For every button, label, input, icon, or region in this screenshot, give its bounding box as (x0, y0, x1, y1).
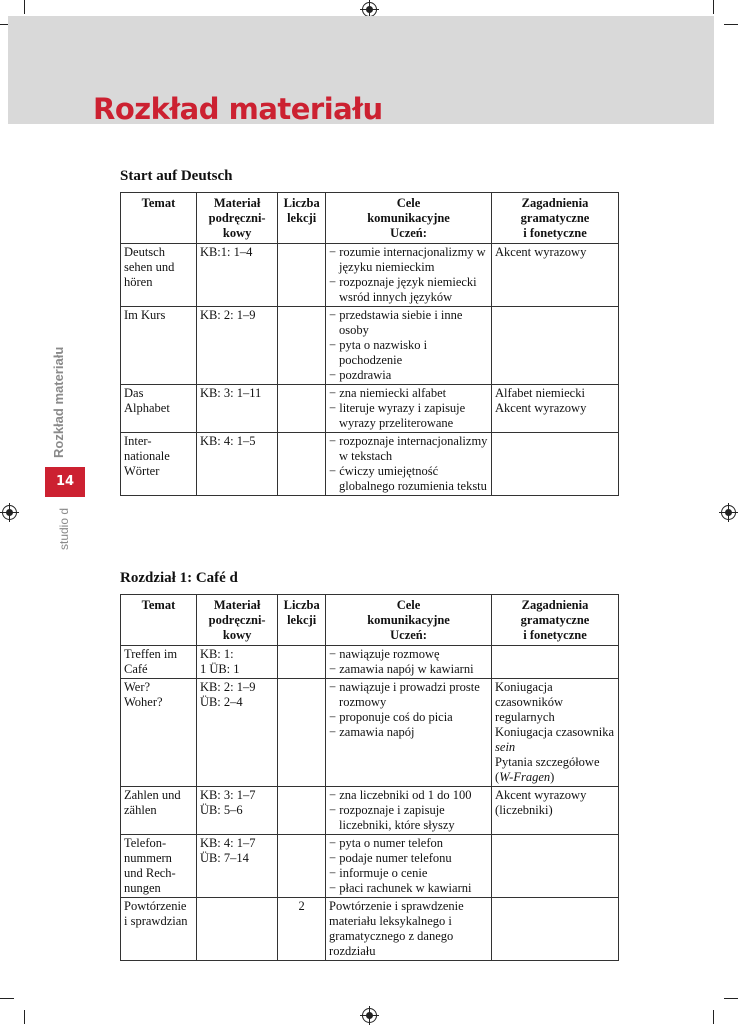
cell-grammar: Alfabet niemiecki Akcent wyrazowy (492, 385, 619, 433)
cell-lessons (278, 787, 326, 835)
crop-mark (0, 998, 14, 999)
cell-material: KB: 1: 1 ÜB: 1 (196, 646, 277, 679)
cell-goals: Powtórzenie i sprawdzenie materiału leksykalnego i gramatycznego z danego rozdziału (326, 898, 492, 961)
cell-goals (326, 787, 492, 835)
goal-item: − pozdrawia (329, 368, 488, 383)
cell-goals (326, 646, 492, 679)
cell-topic: Das Alphabet (121, 385, 197, 433)
cell-topic: Treffen im Café (121, 646, 197, 679)
cell-lessons (278, 307, 326, 385)
cell-material: KB: 3: 1–7 ÜB: 5–6 (196, 787, 277, 835)
cell-grammar (492, 679, 619, 787)
table-header-row (121, 595, 619, 646)
crop-mark (713, 0, 714, 14)
goal-item: − rozumie internacjonalizmy w języku niemieckim (329, 245, 488, 275)
cell-lessons: 2 (278, 898, 326, 961)
registration-mark-icon (721, 505, 736, 520)
cell-material: KB: 3: 1–11 (196, 385, 277, 433)
crop-mark (724, 998, 738, 999)
registration-mark-icon (2, 505, 17, 520)
cell-material: KB: 4: 1–5 (196, 433, 277, 496)
cell-goals (326, 835, 492, 898)
table-row (121, 385, 619, 433)
goal-item: − rozpoznaje język niemiecki wsród innych języków (329, 275, 488, 305)
crop-mark (24, 1010, 25, 1024)
goal-item: − zna liczebniki od 1 do 100 (329, 788, 488, 803)
cell-grammar: Akcent wyrazowy (492, 244, 619, 307)
registration-mark-icon (362, 2, 377, 17)
cell-material: KB:1: 1–4 (196, 244, 277, 307)
cell-material (196, 898, 277, 961)
page-title: Rozkład materiału (93, 92, 383, 126)
grammar-text: Koniugacja czasownika (495, 725, 615, 739)
table-row (121, 433, 619, 496)
cell-grammar (492, 433, 619, 496)
header-grammar: Zagadnienia gramatyczne i fonetyczne (492, 193, 619, 244)
cell-goals (326, 679, 492, 787)
cell-grammar (492, 646, 619, 679)
cell-goals (326, 244, 492, 307)
registration-mark-icon (362, 1008, 377, 1023)
cell-grammar (492, 307, 619, 385)
cell-goals (326, 385, 492, 433)
header-material: Materiał podręczni- kowy (196, 595, 277, 646)
header-material: Materiał podręczni- kowy (196, 193, 277, 244)
cell-goals (326, 307, 492, 385)
side-section-title: Rozkład materiału (51, 346, 66, 458)
goal-item: − płaci rachunek w kawiarni (329, 881, 488, 896)
grammar-item (495, 725, 615, 755)
cell-lessons (278, 835, 326, 898)
section-heading: Start auf Deutsch (120, 168, 233, 184)
cell-goals (326, 433, 492, 496)
cell-topic: Inter- nationale Wörter (121, 433, 197, 496)
table-row (121, 307, 619, 385)
grammar-term: W-Fragen (499, 770, 551, 784)
page-number: 14 (45, 467, 85, 497)
cell-topic: Zahlen und zählen (121, 787, 197, 835)
crop-mark (713, 1010, 714, 1024)
goal-item: − zamawia napój w kawiarni (329, 662, 488, 677)
cell-lessons (278, 244, 326, 307)
brand-label: studio d (57, 507, 71, 550)
goal-item: − rozpoznaje internacjonalizmy w tekstach (329, 434, 488, 464)
goal-item: − pyta o nazwisko i pochodzenie (329, 338, 488, 368)
cell-topic: Im Kurs (121, 307, 197, 385)
grammar-term: sein (495, 740, 516, 754)
goal-item: − nawiązuje rozmowę (329, 647, 488, 662)
header-topic: Temat (121, 595, 197, 646)
grammar-item: Koniugacja czasowników regularnych (495, 680, 564, 724)
lesson-plan-table (120, 192, 619, 496)
grammar-item: Pytania szczegółowe (495, 755, 600, 769)
table-row (121, 835, 619, 898)
cell-material: KB: 4: 1–7 ÜB: 7–14 (196, 835, 277, 898)
cell-lessons (278, 646, 326, 679)
table-header-row (121, 193, 619, 244)
section-heading: Rozdział 1: Café d (120, 570, 238, 586)
crop-mark (724, 24, 738, 25)
table-row (121, 679, 619, 787)
goal-item: − przedstawia siebie i inne osoby (329, 308, 488, 338)
goal-item: − ćwiczy umiejętność globalnego rozumienia tekstu (329, 464, 488, 494)
goal-item: − podaje numer telefonu (329, 851, 488, 866)
cell-topic: Powtórzenie i sprawdzian (121, 898, 197, 961)
lesson-plan-table (120, 594, 619, 961)
header-goals: Cele komunikacyjne Uczeń: (326, 193, 492, 244)
header-lessons: Liczba lekcji (278, 595, 326, 646)
cell-lessons (278, 433, 326, 496)
grammar-item: (W-Fragen) (495, 770, 555, 784)
table-row (121, 244, 619, 307)
goal-item: − literuje wyrazy i zapisuje wyrazy przeliterowane (329, 401, 488, 431)
cell-material: KB: 2: 1–9 (196, 307, 277, 385)
table-row (121, 898, 619, 961)
goal-item: − zamawia napój (329, 725, 488, 740)
cell-lessons (278, 385, 326, 433)
cell-lessons (278, 679, 326, 787)
header-topic: Temat (121, 193, 197, 244)
cell-grammar (492, 898, 619, 961)
goal-item: − nawiązuje i prowadzi proste rozmowy (329, 680, 488, 710)
goal-item: − rozpoznaje i zapisuje liczebniki, które słyszy (329, 803, 488, 833)
cell-grammar (492, 835, 619, 898)
cell-topic: Wer? Woher? (121, 679, 197, 787)
goal-item: − pyta o numer telefon (329, 836, 488, 851)
table-row (121, 787, 619, 835)
goal-item: − proponuje coś do picia (329, 710, 488, 725)
goal-item: − informuje o cenie (329, 866, 488, 881)
table-row (121, 646, 619, 679)
header-lessons: Liczba lekcji (278, 193, 326, 244)
header-grammar: Zagadnienia gramatyczne i fonetyczne (492, 595, 619, 646)
cell-topic: Telefon- nummern und Rech- nungen (121, 835, 197, 898)
header-goals: Cele komunikacyjne Uczeń: (326, 595, 492, 646)
cell-grammar: Akcent wyrazowy (liczebniki) (492, 787, 619, 835)
cell-material: KB: 2: 1–9 ÜB: 2–4 (196, 679, 277, 787)
goal-item: − zna niemiecki alfabet (329, 386, 488, 401)
cell-topic: Deutsch sehen und hören (121, 244, 197, 307)
crop-mark (24, 0, 25, 14)
